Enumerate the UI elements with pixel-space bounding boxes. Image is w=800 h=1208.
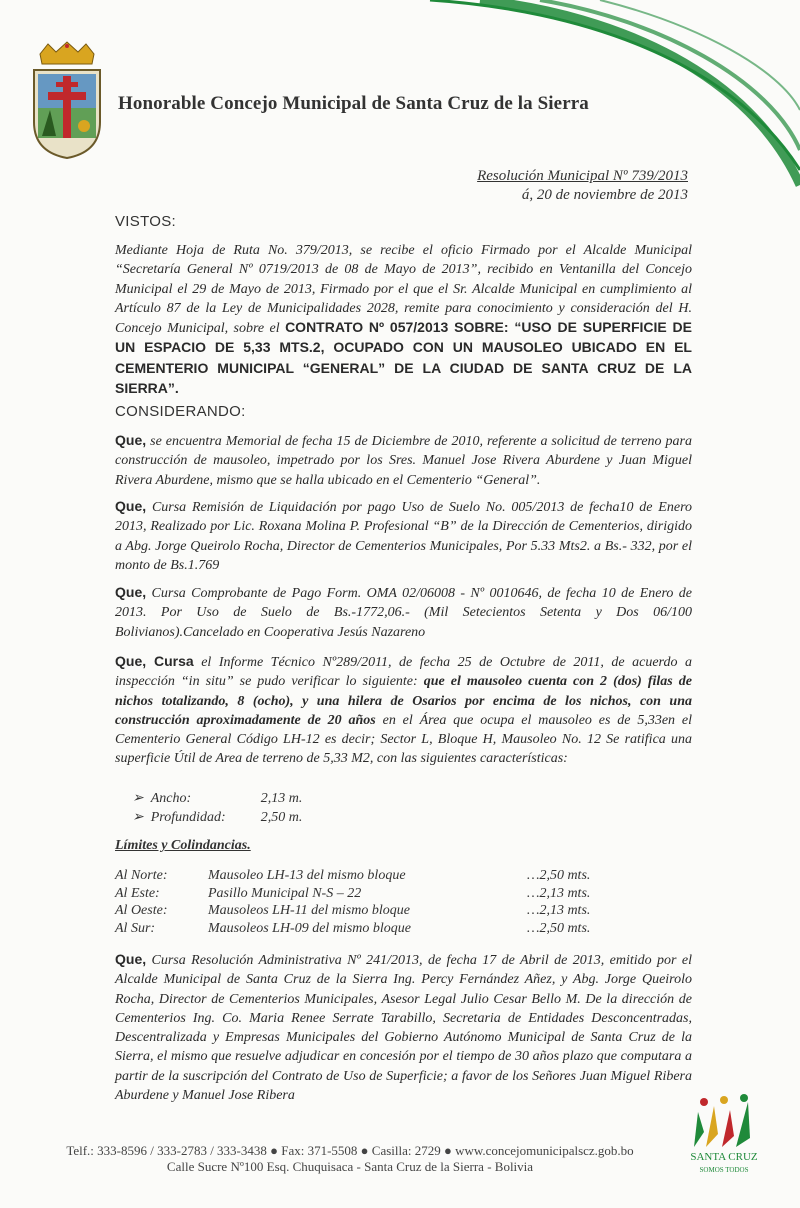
limit-row [115,886,635,904]
paragraph-bold-text: que el mausoleo cuenta con 2 (dos) filas de nichos totalizando, 8 (ocho), y una hilera de Osarios por encima de los nichos, con una construcción aproximadamente de 20 años [115,674,692,728]
limit-side: Al Sur: [115,920,156,936]
paragraph-text: Cursa Remisión de Liquidación por pago Uso de Suelo No. 005/2013 de fecha10 de Enero 2013, Realizado por Lic. Roxana Molina P. Profesional “B” de la Dirección de Cementerios, dirigido a Abg. Jorge Queirolo Rocha, Director de Cementerios Municipales, Por 5.33 Mts2. a Bs.- 332, por el monto de Bs.1.769 [115,500,692,573]
paragraph-text: se encuentra Memorial de fecha 15 de Diciembre de 2010, referente a solicitud de terreno para construcción de mausoleo, impetrado por los Sres. Manuel Jose Rivera Aburdene y Juan Miguel Rivera Aburdene, mismo que se halla ubicado en el Cementerio “General”. [115,434,692,488]
organization-title: Honorable Concejo Municipal de Santa Cruz de la Sierra [118,93,589,114]
limit-measure: …2,13 mts. [527,885,591,901]
considerando-paragraph-2 [115,497,692,575]
limit-side: Al Este: [115,885,160,901]
que-lead: Que, [115,498,147,514]
limit-side: Al Norte: [115,868,168,883]
dimension-value: 2,50 m. [260,810,303,825]
dimension-label: Profundidad: [150,810,226,825]
logo-tagline: SOMOS TODOS [699,1166,749,1174]
vistos-text: Mediante Hoja de Ruta No. 379/2013, se recibe el oficio Firmado por el Alcalde Municipal “Secretaría General Nº 0719/2013 de 08 de Mayo de 2013”, recibido en Ventanilla del Concejo Municipal el 29 de Mayo de 2013, Firmado por el que el Sr. Alcalde Municipal en cumplimiento al Artículo 87 de la Ley de Municipalidades 2028, remite para conocimiento y consideración del H. Concejo Municipal, sobre el [115,243,692,337]
vistos-paragraph [115,241,692,399]
footer-contact: Telf.: 333-8596 / 333-2783 / 333-3438 ● Fax: 371-5508 ● Casilla: 2729 ● www.concejomunicipalscz.gob.bo [66,1143,634,1158]
limits-table [115,868,635,938]
limit-desc: Mausoleo LH-13 del mismo bloque [208,868,406,883]
dimension-value: 2,13 m. [260,791,303,806]
que-lead: Que, [115,584,147,600]
considerando-paragraph-3 [115,583,692,642]
limit-row [115,921,635,939]
arrow-bullet-icon: ➢ [132,791,151,806]
dimension-item [132,809,302,828]
limit-row [115,868,635,886]
dimension-label: Ancho: [150,791,192,806]
limits-heading: Límites y Colindancias. [115,838,251,853]
que-lead: Que, [115,951,147,967]
limit-desc: Mausoleos LH-09 del mismo bloque [208,920,411,936]
resolution-number: Resolución Municipal Nº 739/2013 [477,168,688,184]
limit-measure: …2,50 mts. [527,920,591,936]
dimension-item [132,790,302,809]
arrow-bullet-icon: ➢ [132,810,151,825]
limit-desc: Mausoleos LH-11 del mismo bloque [208,903,410,918]
paragraph-text: el Informe Técnico Nº289/2011, de fecha 25 de Octubre de 2011, de acuerdo a inspección “in situ” se pudo verificar lo siguiente: [115,655,692,690]
final-paragraph [115,950,692,1105]
limit-side: Al Oeste: [115,903,168,918]
considerando-paragraph-4 [115,652,692,769]
resolution-date: á, 20 de noviembre de 2013 [521,187,688,203]
paragraph-text: Cursa Comprobante de Pago Form. OMA 02/06008 - Nº 0010646, de fecha 10 de Enero de 2013. Por Uso de Suelo de Bs.-1772,06.- (Mil Setecientos Setenta y Dos 06/100 Bolivianos).Cancelado en Cooperativa Jesús Nazareno [115,586,693,640]
vistos-contract: CONTRATO Nº 057/2013 SOBRE: “USO DE SUPERFICIE DE UN ESPACIO DE 5,33 MTS.2, OCUPADO CON UN MAUSOLEO UBICADO EN EL CEMENTERIO MUNICIPAL “GENERAL” DE LA CIUDAD DE SANTA CRUZ DE LA SIERRA”. [115,319,693,397]
santa-cruz-logo-icon [684,1092,764,1182]
limit-desc: Pasillo Municipal N-S – 22 [208,885,362,901]
footer [30,1143,670,1175]
que-lead: Que, [115,432,147,448]
considerando-heading: CONSIDERANDO: [115,403,246,420]
limit-measure: …2,50 mts. [527,868,591,883]
limit-measure: …2,13 mts. [527,903,591,918]
vistos-heading: VISTOS: [115,213,177,230]
paragraph-text: en el Área que ocupa el mausoleo es de 5,33en el Cementerio General Código LH-12 es decir; Sector L, Bloque H, Mausoleo No. 12 Se ratifica una superficie Útil de Area de terreno de 5,33 M2, con las siguientes características: [115,712,692,767]
paragraph-text: Cursa Resolución Administrativa Nº 241/2013, de fecha 17 de Abril de 2013, emitido por el Alcalde Municipal de Santa Cruz de la Sierra Ing. Percy Fernández Añez, y Abg. Jorge Queirolo Rocha, Director de Cementerios Municipales, Asesor Legal Julio Cesar Bello M. De la dirección de Cementerios Ing. Co. Maria Renee Serrate Tarabillo, Secretaria de Entidades Desconcentradas, Descentralizada y Empresas Municipales del Gobierno Autónomo Municipal de Santa Cruz de la Sierra, el mismo que resuelve adjudicar en concesión por el tiempo de 30 años plazo que computara a partir de la suscripción del Contrato de Uso de Superficie; a favor de los Señores Juan Miguel Ribera Aburdene y Manuel Jose Ribera [115,953,692,1104]
footer-address: Calle Sucre Nº100 Esq. Chuquisaca - Santa Cruz de la Sierra - Bolivia [166,1159,534,1174]
coat-of-arms-icon [28,40,106,160]
considerando-paragraph-1 [115,431,692,490]
que-lead: Que, Cursa [115,653,194,669]
dimensions-list [132,790,302,828]
limit-row [115,903,635,921]
logo-name: SANTA CRUZ [690,1151,758,1163]
